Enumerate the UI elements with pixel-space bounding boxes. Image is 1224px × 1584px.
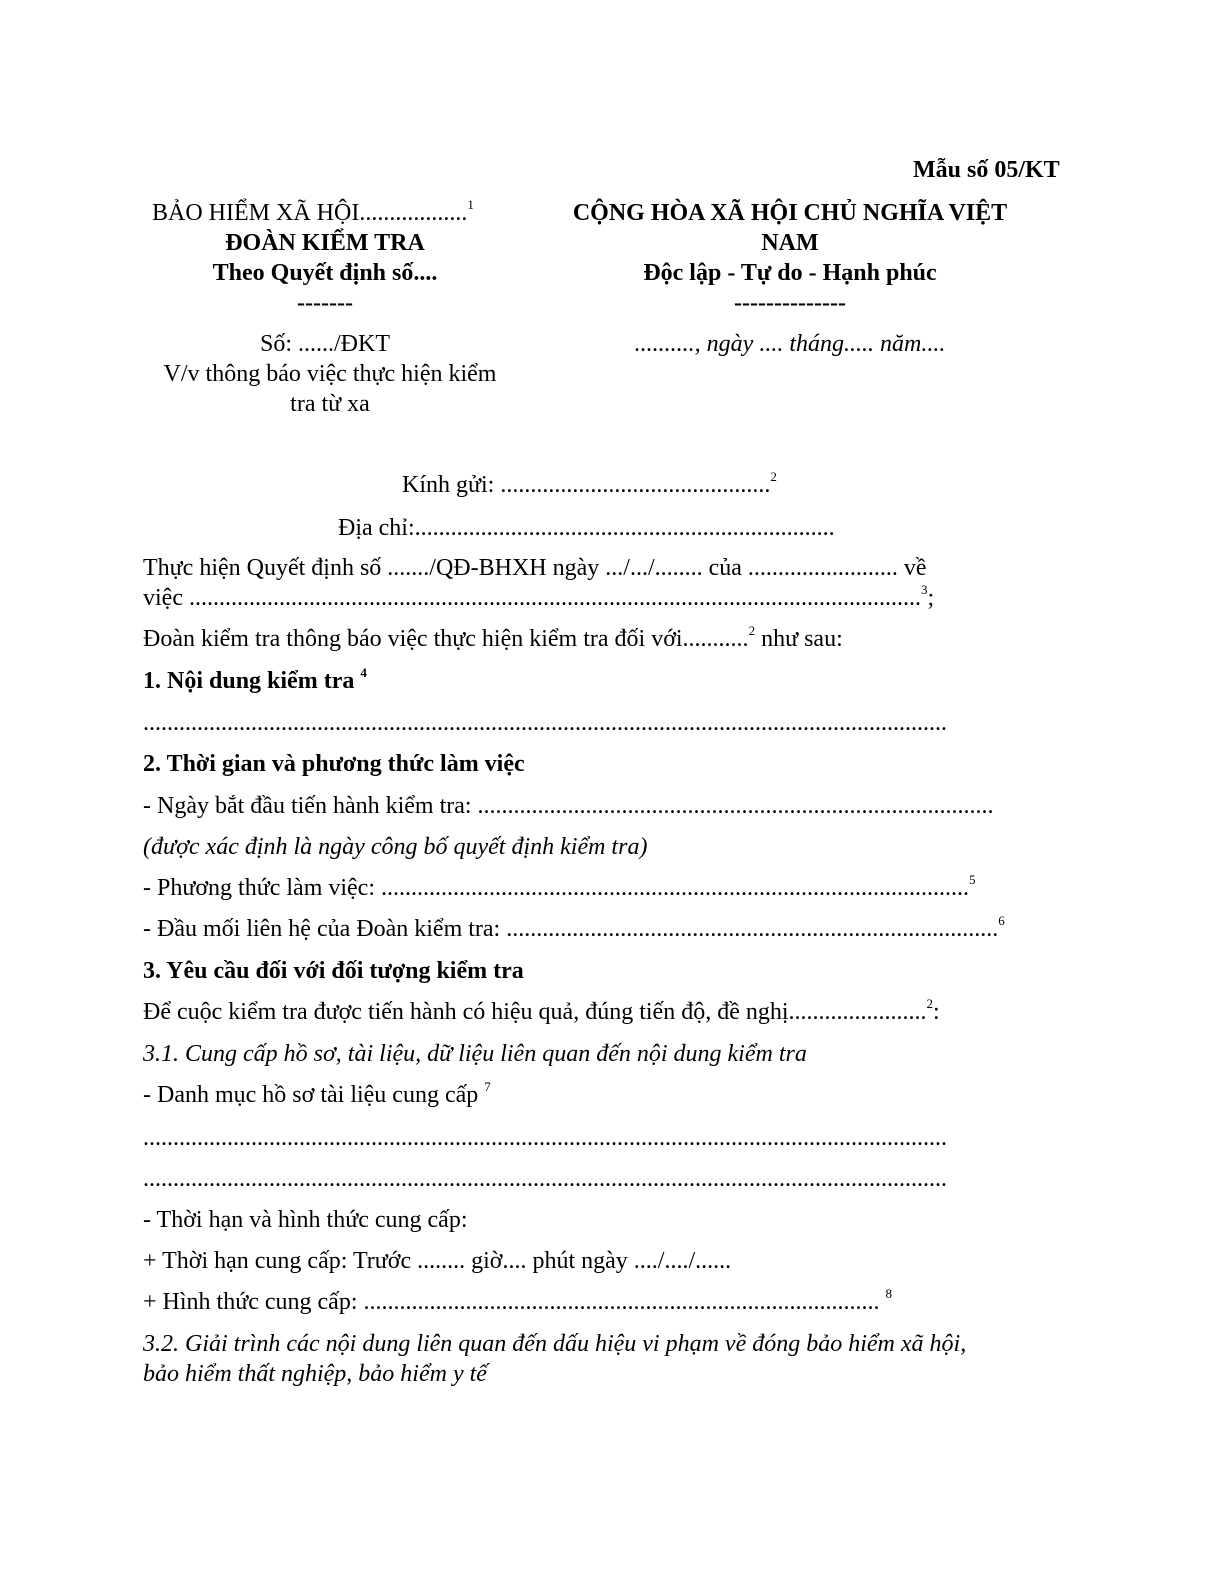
agency-name: BẢO HIỂM XÃ HỘI..................$^1$ [152,197,474,226]
section-2-heading: 2. Thời gian và phương thức làm việc [143,751,525,777]
start-date-line: - Ngày bắt đầu tiến hành kiểm tra: ...................................................................................... [143,793,994,819]
form-line: + Hình thức cung cấp: ...................................................................................... $^8$ [143,1286,892,1315]
notice-line: Đoàn kiểm tra thông báo việc thực hiện kiểm tra đối với...........$^2$ như sau: [143,623,843,652]
footnote-ref: 2 [748,623,756,638]
subject-line-2: tra từ xa [290,391,370,417]
left-divider: ------- [297,290,353,316]
subsection-3-2-line-1: 3.2. Giải trình các nội dung liên quan đến dấu hiệu vi phạm về đóng bảo hiểm xã hội, [143,1331,967,1357]
form-code: Mẫu số 05/KT [913,157,1060,183]
place-date: .........., ngày .... tháng..... năm.... [634,331,946,357]
footnote-ref: 8 [885,1286,892,1301]
footnote-ref: 7 [484,1079,491,1094]
recipient-line: Kính gửi: .............................................$^2$ [402,469,777,498]
subsection-3-2-line-2: bảo hiểm thất nghiệp, bảo hiểm y tế [143,1361,487,1387]
footnote-ref: 2 [770,469,777,484]
footnote-ref: 4 [360,665,367,680]
country-name-line-2: NAM [761,230,819,256]
footnote-ref: 5 [969,872,976,887]
national-motto: Độc lập - Tự do - Hạnh phúc [643,260,937,286]
document-list-line: - Danh mục hồ sơ tài liệu cung cấp $^7$ [143,1079,491,1108]
decision-reference: Theo Quyết định số.... [212,260,438,286]
section-3-heading: 3. Yêu cầu đối với đối tượng kiểm tra [143,958,524,984]
intro-line-1: Thực hiện Quyết định số ......./QĐ-BHXH ngày .../.../........ của ......................... về [143,555,927,581]
deadline-line: + Thời hạn cung cấp: Trước ........ giờ.... phút ngày ..../..../...... [143,1248,732,1274]
work-method-line: - Phương thức làm việc: ..................................................................................................$^5$ [143,872,976,901]
contact-line: - Đầu mối liên hệ của Đoàn kiểm tra: ..................................................................................$^6$ [143,913,1005,942]
section-3-intro: Để cuộc kiểm tra được tiến hành có hiệu quả, đúng tiến độ, đề nghị.......................$^2$: [143,996,940,1025]
footnote-ref: 6 [998,913,1005,928]
document-list-fill-1: ...................................................................................................................................... [143,1125,947,1151]
intro-line-2: việc ..........................................................................................................................$^3$; [143,582,935,611]
document-number: Số: ....../ĐKT [259,331,390,357]
start-date-note: (được xác định là ngày công bố quyết định kiểm tra) [143,834,648,860]
footnote-ref: 1 [467,197,474,212]
document-list-fill-2: ...................................................................................................................................... [143,1166,947,1192]
footnote-ref: 2 [926,996,934,1011]
right-divider: -------------- [734,290,846,316]
footnote-ref: 3 [920,582,928,597]
country-name-line-1: CỘNG HÒA XÃ HỘI CHỦ NGHĨA VIỆT [572,200,1008,226]
subject-line-1: V/v thông báo việc thực hiện kiểm [163,361,497,387]
section-1-heading: 1. Nội dung kiểm tra $^4$ [143,665,367,694]
deadline-form-line: - Thời hạn và hình thức cung cấp: [143,1207,468,1233]
inspection-team: ĐOÀN KIỂM TRA [225,230,425,256]
subsection-3-1-heading: 3.1. Cung cấp hồ sơ, tài liệu, dữ liệu liên quan đến nội dung kiểm tra [143,1041,807,1067]
section-1-fill-line: ...................................................................................................................................... [143,710,947,736]
address-line: Địa chỉ:...................................................................... [338,515,835,541]
